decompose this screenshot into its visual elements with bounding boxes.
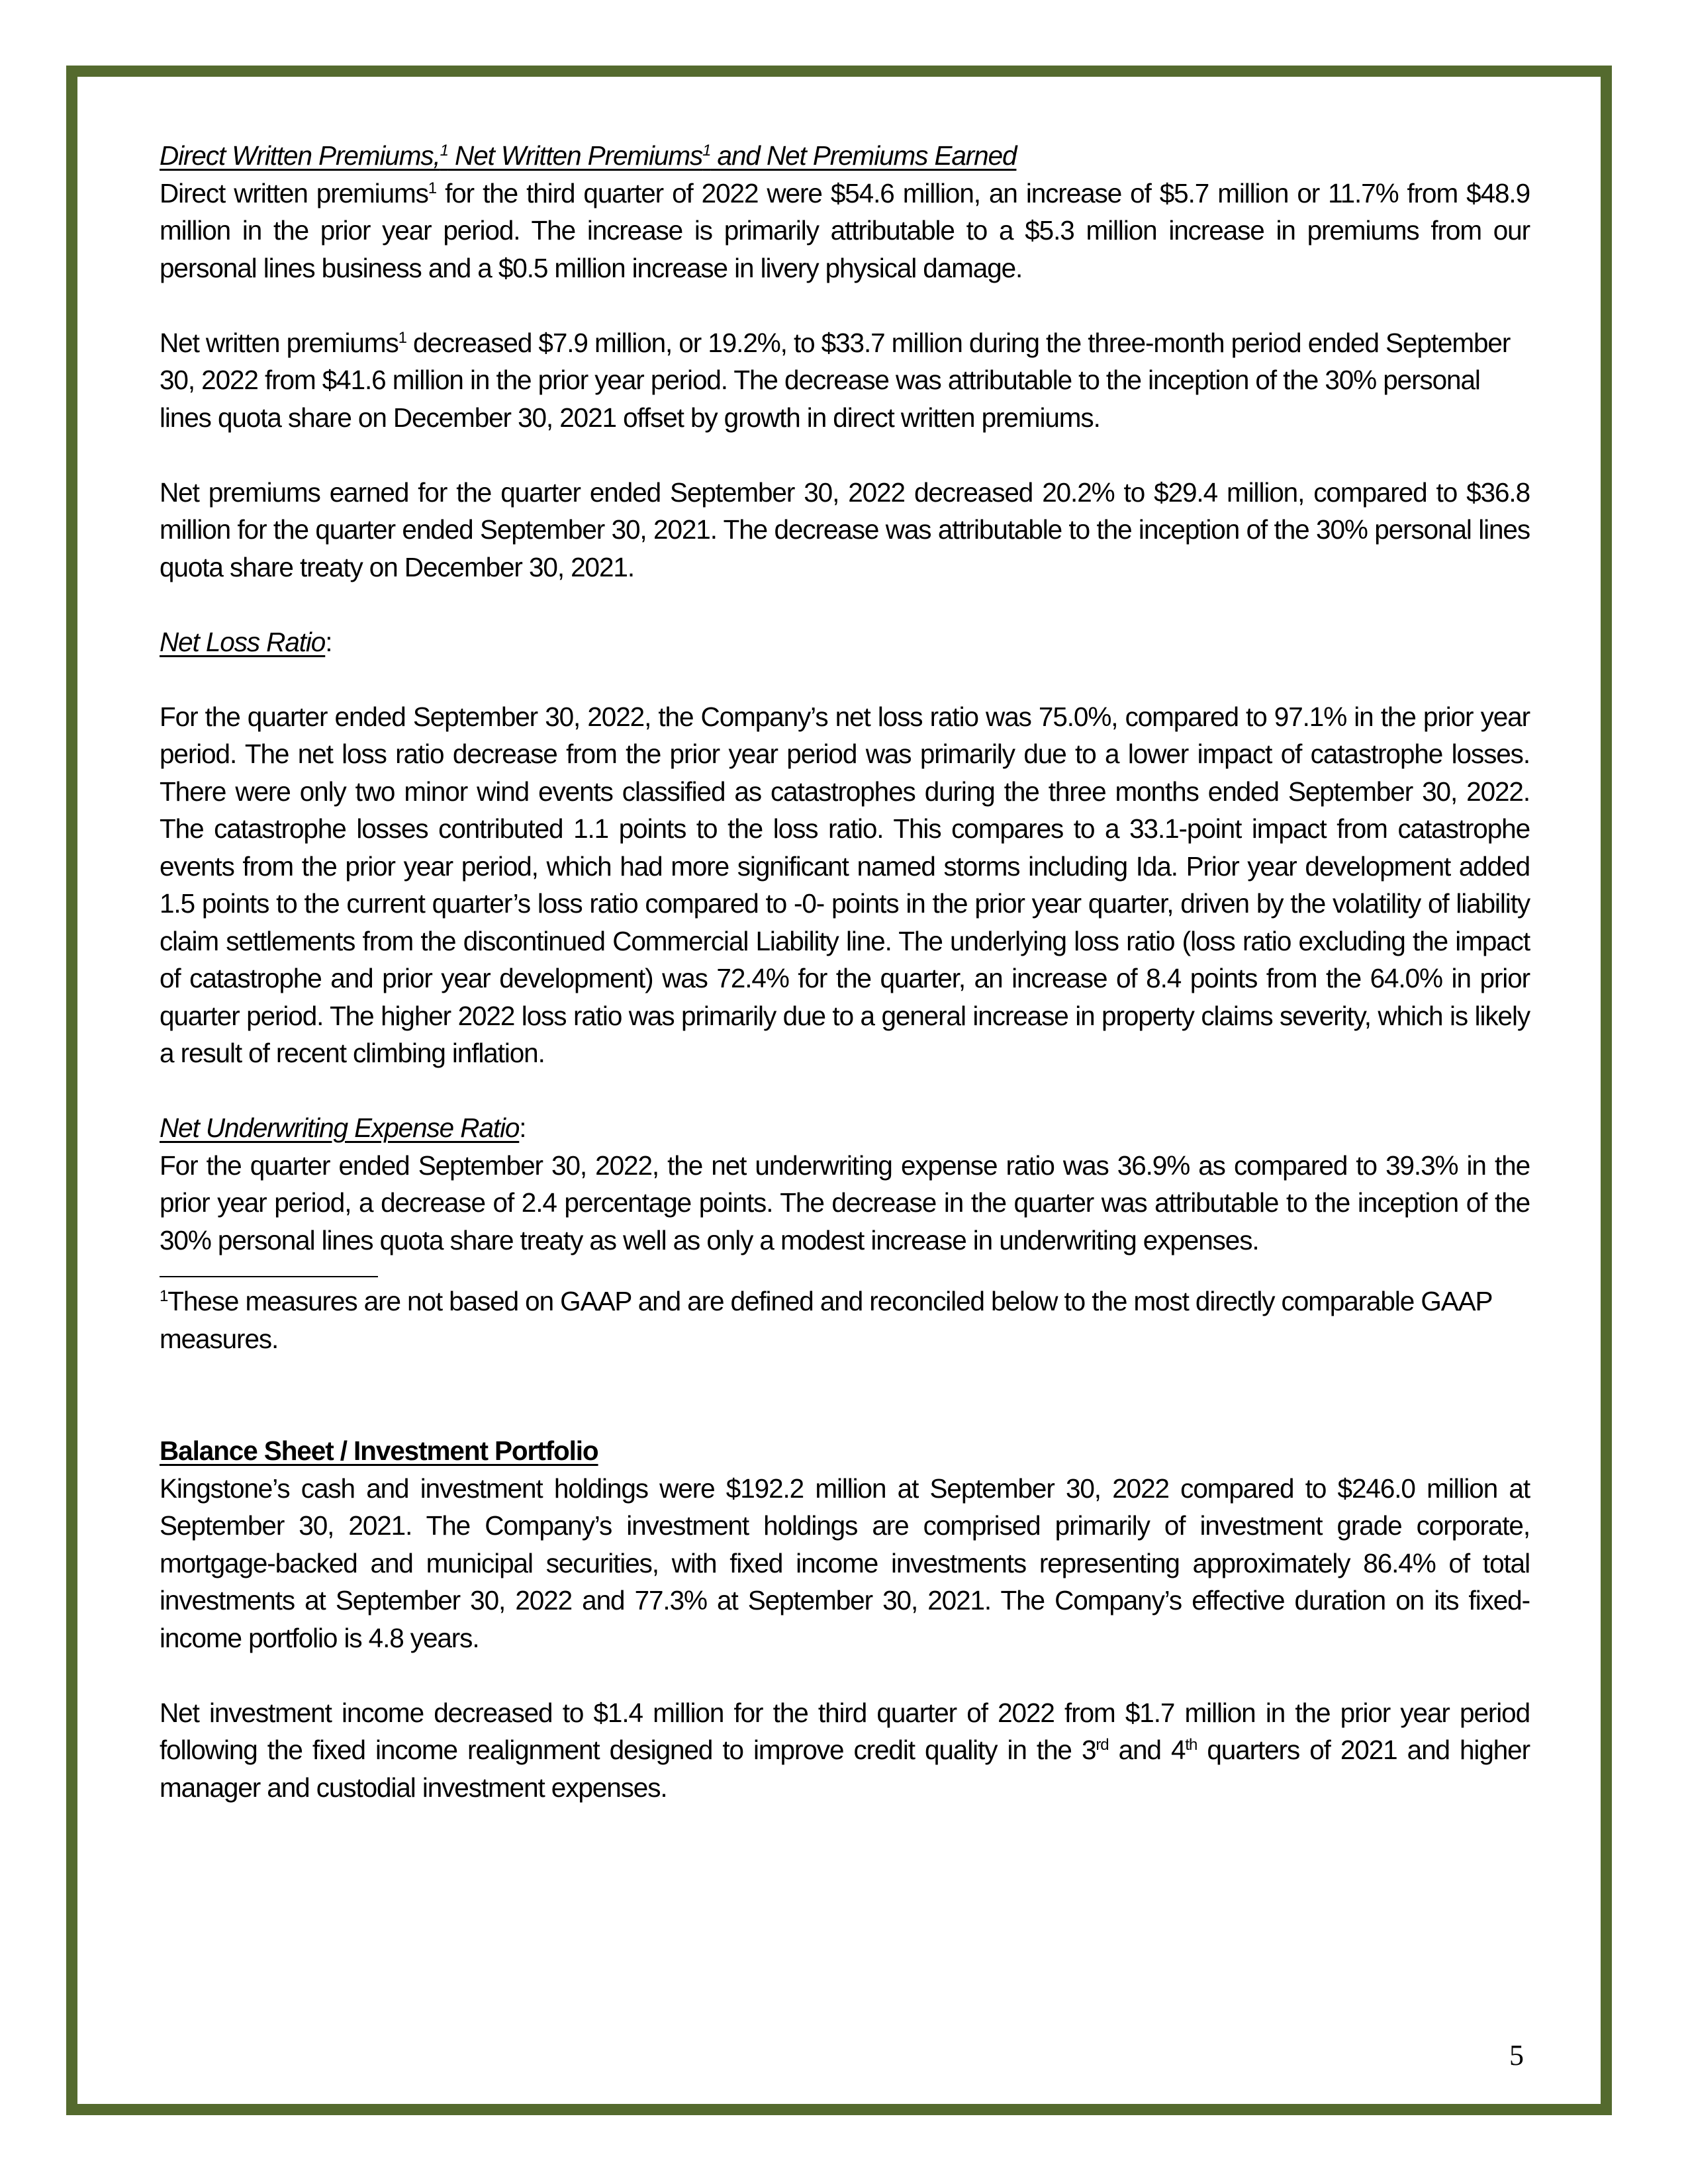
heading-segment: Net Written Premiums xyxy=(447,140,703,171)
heading-colon: : xyxy=(519,1113,526,1143)
loss-ratio-heading-text: Net Loss Ratio xyxy=(160,626,326,657)
text-segment: and 4 xyxy=(1108,1735,1186,1765)
ordinal-suffix: rd xyxy=(1096,1736,1109,1754)
footnote-ref: 1 xyxy=(398,328,406,347)
expense-ratio-heading-text: Net Underwriting Expense Ratio xyxy=(160,1113,520,1143)
page-number: 5 xyxy=(1509,2039,1524,2071)
footnote-ref: 1 xyxy=(440,142,448,159)
investment-holdings-paragraph: Kingstone’s cash and investment holdings were $192.2 million at September 30, 2022 compared to $246.0 million at September 30, 2021. The Company’s investment holdings are comprised primarily of investment grade corporate, mortgage-backed and municipal securities, with fixed income investments representing approximately 86.4% of total investments at September 30, 2022 and 77.3% at September 30, 2021. The Company’s effective duration on its fixed-income portfolio is 4.8 years. xyxy=(160,1473,1530,1653)
loss-ratio-paragraph: For the quarter ended September 30, 2022, the Company’s net loss ratio was 75.0%, compared to 97.1% in the prior year period. The net loss ratio decrease from the prior year period was primarily due to a lower impact of catastrophe losses. There were only two minor wind events classified as catastrophes during the three months ended September 30, 2022. The catastrophe losses contributed 1.1 points to the loss ratio. This compares to a 33.1-point impact from catastrophe events from the prior year period, which had more significant named storms including Ida. Prior year development added 1.5 points to the current quarter’s loss ratio compared to -0- points in the prior year quarter, driven by the volatility of liability claim settlements from the discontinued Commercial Liability line. The underlying loss ratio (loss ratio excluding the impact of catastrophe and prior year development) was 72.4% for the quarter, an increase of 8.4 points from the 64.0% in prior quarter period. The higher 2022 loss ratio was primarily due to a general increase in property claims severity, which is likely a result of recent climbing inflation. xyxy=(160,701,1530,1068)
text-segment: Net written premiums xyxy=(160,327,399,358)
document-body xyxy=(160,137,1530,1806)
net-written-premiums-paragraph xyxy=(160,324,1530,437)
net-premiums-earned-paragraph: Net premiums earned for the quarter ended September 30, 2022 decreased 20.2% to $29.4 million, compared to $36.8 million for the quarter ended September 30, 2021. The decrease was attributable to the inception of the 30% personal lines quota share treaty on December 30, 2021. xyxy=(160,477,1530,582)
footnote-ref: 1 xyxy=(702,142,711,159)
loss-ratio-heading xyxy=(160,623,1530,661)
premiums-heading-text xyxy=(160,140,1016,171)
footnote-ref: 1 xyxy=(428,179,437,197)
footnote-text: These measures are not based on GAAP and are defined and reconciled below to the most directly comparable GAAP measures. xyxy=(160,1286,1492,1354)
net-investment-income-paragraph xyxy=(160,1694,1530,1807)
heading-segment: and Net Premiums Earned xyxy=(710,140,1017,171)
text-segment: Direct written premiums xyxy=(160,177,428,208)
expense-ratio-paragraph: For the quarter ended September 30, 2022, the net underwriting expense ratio was 36.9% as compared to 39.3% in the prior year period, a decrease of 2.4 percentage points. The decrease in the quarter was attributable to the inception of the 30% personal lines quota share treaty as well as only a modest increase in underwriting expenses. xyxy=(160,1150,1530,1255)
text-segment: Net investment income decreased to $1.4 million for the third quarter of 2022 from $1.7 million in the prior year period following the fixed income realignment designed to improve credit quality in the 3 xyxy=(160,1697,1530,1765)
ordinal-suffix: th xyxy=(1185,1736,1197,1754)
footnote-marker: 1 xyxy=(160,1287,168,1305)
text-segment: decreased $7.9 million, or 19.2%, to $33.7 million during the three-month period ended September 30, 2022 from $41.6 million in the prior year period. The decrease was attributable to the inception of the 30% personal lines quota share on December 30, 2021 offset by growth in direct written premiums. xyxy=(160,327,1511,433)
footnote-divider xyxy=(160,1276,378,1277)
heading-colon: : xyxy=(325,626,332,657)
balance-sheet-heading xyxy=(160,1432,1530,1470)
text-segment: for the third quarter of 2022 were $54.6 million, an increase of $5.7 million or 11.7% from $48.9 million in the prior year period. The increase is primarily attributable to a $5.3 million increase in premiums from our personal lines business and a $0.5 million increase in livery physical damage. xyxy=(160,177,1530,283)
premiums-heading xyxy=(160,137,1530,175)
text-segment: quarters of 2021 and higher manager and custodial investment expenses. xyxy=(160,1735,1530,1803)
footnote xyxy=(160,1283,1530,1357)
expense-ratio-heading xyxy=(160,1109,1530,1147)
balance-sheet-heading-text: Balance Sheet / Investment Portfolio xyxy=(160,1435,598,1466)
heading-segment: Direct Written Premiums, xyxy=(160,140,440,171)
direct-written-premiums-paragraph xyxy=(160,175,1530,287)
